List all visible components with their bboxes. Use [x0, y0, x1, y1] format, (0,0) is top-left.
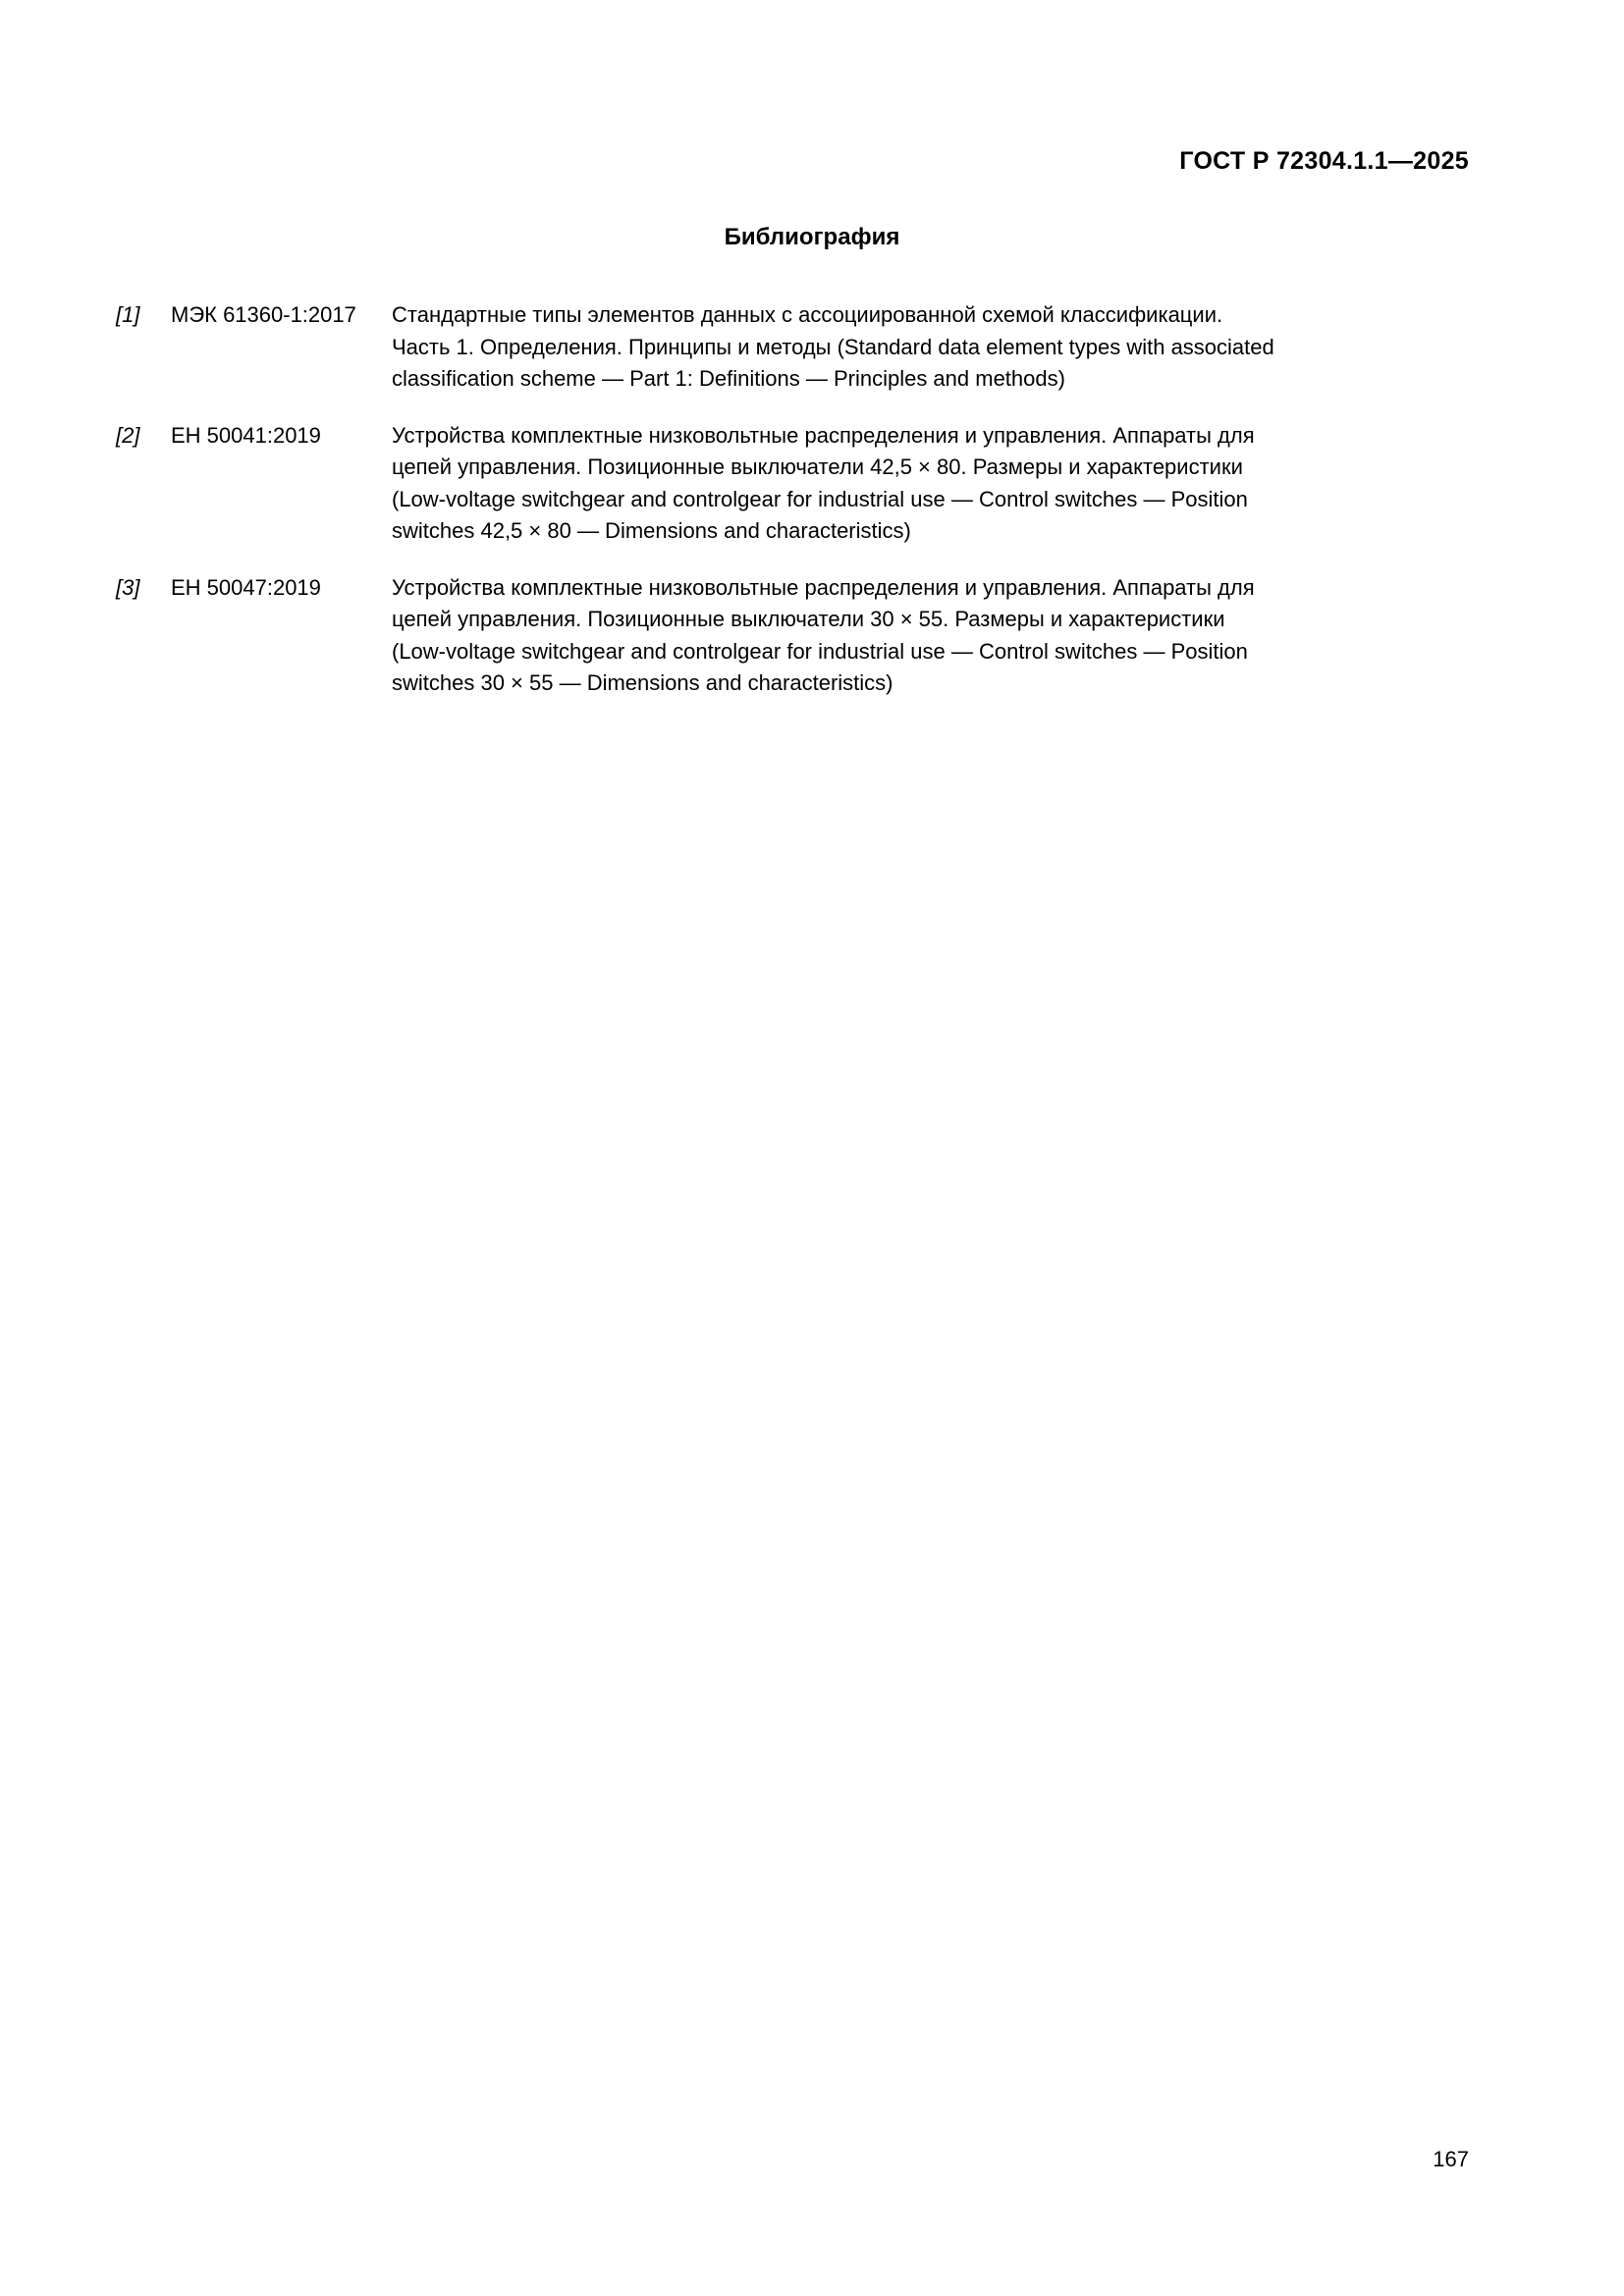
- list-item: [116, 299, 1469, 396]
- bibliography-item-description: [392, 420, 1469, 548]
- bibliography-item-number: [2]: [116, 422, 140, 448]
- bibliography-item-description: [392, 299, 1469, 396]
- bibliography-item-reference: ЕН 50047:2019: [171, 574, 321, 600]
- list-item: [116, 420, 1469, 548]
- bibliography-item-description-line: Устройства комплектные низковольтные распределения и управления. Аппараты для: [392, 574, 1255, 600]
- bibliography-item-description-line: switches 42,5 × 80 — Dimensions and characteristics): [392, 518, 911, 544]
- bibliography-item-description-line: цепей управления. Позиционные выключатели 42,5 × 80. Размеры и характеристики: [392, 454, 1243, 480]
- bibliography-item-reference: МЭК 61360-1:2017: [171, 302, 356, 327]
- bibliography-item-description-line: Часть 1. Определения. Принципы и методы (Standard data element types with associated: [392, 334, 1274, 359]
- bibliography-item-description-line: (Low-voltage switchgear and controlgear for industrial use — Control switches — Position: [392, 638, 1248, 664]
- page-number: 167: [1433, 2147, 1469, 2171]
- bibliography-item-description-line: цепей управления. Позиционные выключатели 30 × 55. Размеры и характеристики: [392, 607, 1225, 632]
- bibliography-item-description-line: switches 30 × 55 — Dimensions and characteristics): [392, 670, 893, 696]
- bibliography-list: [116, 299, 1469, 724]
- bibliography-item-number: [1]: [116, 302, 140, 327]
- bibliography-item-number: [3]: [116, 574, 140, 600]
- bibliography-item-reference: ЕН 50041:2019: [171, 422, 321, 448]
- bibliography-item-description-line: classification scheme — Part 1: Definitions — Principles and methods): [392, 366, 1065, 392]
- page-header-standard-id: ГОСТ Р 72304.1.1—2025: [1179, 147, 1469, 175]
- bibliography-item-description-line: Стандартные типы элементов данных с ассоциированной схемой классификации.: [392, 302, 1223, 327]
- bibliography-item-description: [392, 572, 1469, 700]
- list-item: [116, 572, 1469, 700]
- page-title: Библиография: [724, 224, 900, 250]
- bibliography-item-description-line: (Low-voltage switchgear and controlgear for industrial use — Control switches — Position: [392, 486, 1248, 511]
- bibliography-item-description-line: Устройства комплектные низковольтные распределения и управления. Аппараты для: [392, 422, 1255, 448]
